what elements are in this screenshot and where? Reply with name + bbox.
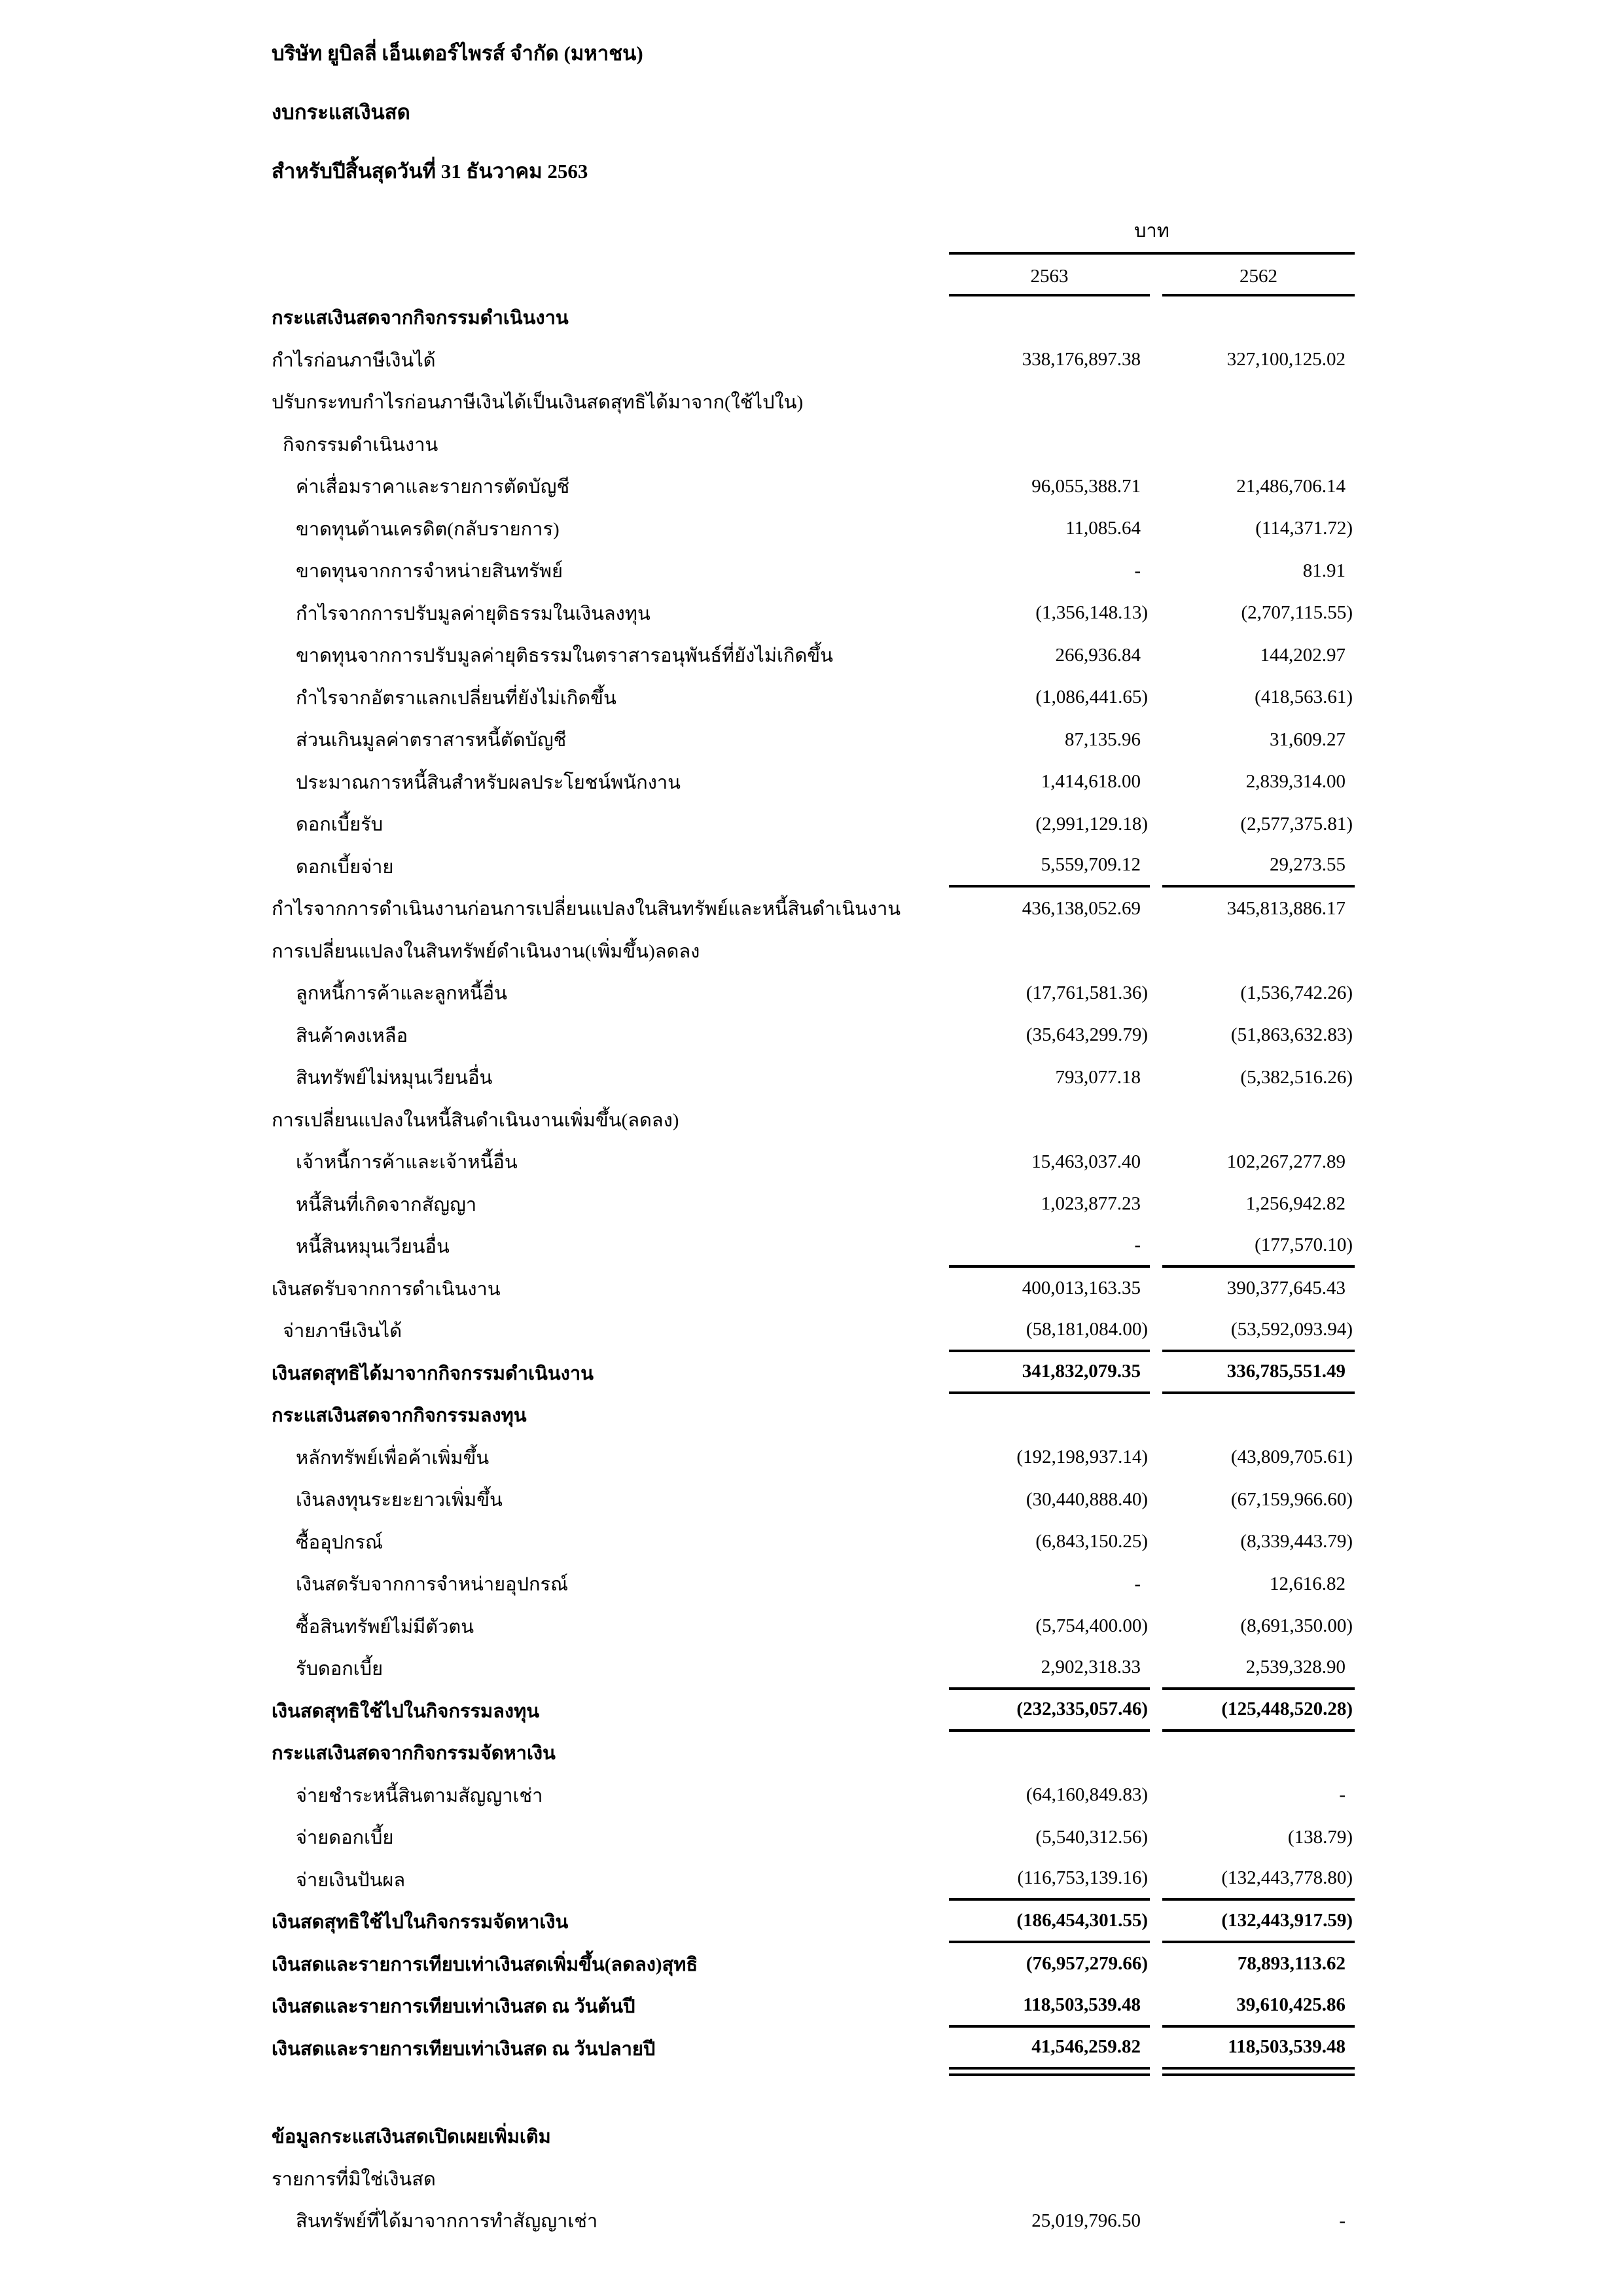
row-label: ประมาณการหนี้สินสำหรับผลประโยชน์พนักงาน xyxy=(296,772,681,793)
value-2562: (5,382,516.26) xyxy=(1240,1066,1353,1088)
value-2562: 29,273.55 xyxy=(1162,846,1355,888)
year-header-row xyxy=(272,255,1355,296)
value-2562: 144,202.97 xyxy=(1260,644,1346,666)
value-2563: (6,843,150.25) xyxy=(1035,1531,1148,1552)
value-2562: (8,339,443.79) xyxy=(1240,1531,1353,1552)
value-2563 xyxy=(949,296,1150,339)
table-row xyxy=(272,1310,1355,1352)
row-label: จ่ายชำระหนี้สินตามสัญญาเช่า xyxy=(296,1785,543,1806)
value-2562: (2,577,375.81) xyxy=(1240,813,1353,834)
value-2562 xyxy=(1162,1394,1355,1437)
table-row xyxy=(272,2115,1355,2158)
table-row xyxy=(272,1859,1355,1901)
value-2562: 336,785,551.49 xyxy=(1162,1352,1355,1395)
row-label: กำไรก่อนภาษีเงินได้ xyxy=(272,350,436,371)
value-2563: (2,991,129.18) xyxy=(1035,813,1148,834)
row-label: ลูกหนี้การค้าและลูกหนี้อื่น xyxy=(296,983,507,1005)
row-label: ส่วนเกินมูลค่าตราสารหนี้ตัดบัญชี xyxy=(296,730,567,751)
value-2562: (8,691,350.00) xyxy=(1240,1615,1353,1637)
value-2562 xyxy=(1162,2158,1355,2200)
row-label: การเปลี่ยนแปลงในหนี้สินดำเนินงานเพิ่มขึ้น(ลดลง) xyxy=(272,1109,679,1131)
value-2563: (76,957,279.66) xyxy=(1026,1953,1148,1975)
value-2562: 31,609.27 xyxy=(1270,728,1346,750)
table-row xyxy=(272,1352,1355,1395)
value-2562: (132,443,778.80) xyxy=(1162,1859,1355,1901)
row-label: ปรับกระทบกำไรก่อนภาษีเงินได้เป็นเงินสดสุทธิได้มาจาก(ใช้ไปใน) xyxy=(272,392,804,414)
table-row xyxy=(272,888,1355,930)
row-label: เงินสดและรายการเทียบเท่าเงินสด ณ วันต้นปี xyxy=(272,1996,635,2018)
value-2562: - xyxy=(1339,1784,1346,1806)
value-2563: (64,160,849.83) xyxy=(1026,1784,1148,1806)
table-row xyxy=(272,550,1355,592)
value-2563: (116,753,139.16) xyxy=(949,1859,1150,1901)
table-row xyxy=(272,1056,1355,1099)
value-2562: (43,809,705.61) xyxy=(1230,1446,1353,1468)
row-label: การเปลี่ยนแปลงในสินทรัพย์ดำเนินงาน(เพิ่มขึ้น)ลดลง xyxy=(272,941,700,962)
value-2563: 25,019,796.50 xyxy=(1031,2210,1141,2231)
row-label: เจ้าหนี้การค้าและเจ้าหนี้อื่น xyxy=(296,1152,518,1174)
value-2562: (53,592,093.94) xyxy=(1162,1310,1355,1352)
row-label: เงินสดรับจากการดำเนินงาน xyxy=(272,1278,501,1300)
row-label: หนี้สินหมุนเวียนอื่น xyxy=(296,1236,450,1258)
value-2562: (114,371.72) xyxy=(1255,518,1353,539)
table-row xyxy=(272,1816,1355,1859)
value-2563 xyxy=(949,1394,1150,1437)
table-row xyxy=(272,803,1355,846)
table-row xyxy=(272,634,1355,677)
table-row xyxy=(272,1225,1355,1268)
value-2563: (192,198,937.14) xyxy=(1016,1446,1148,1468)
value-2562 xyxy=(1162,381,1355,423)
table-row xyxy=(272,1690,1355,1732)
value-2563 xyxy=(949,930,1150,973)
value-2562: 12,616.82 xyxy=(1270,1573,1346,1594)
row-label: กิจกรรมดำเนินงาน xyxy=(283,434,438,456)
table-row xyxy=(272,846,1355,888)
table-row xyxy=(272,2158,1355,2200)
table-row xyxy=(272,1943,1355,1986)
value-2563: 400,013,163.35 xyxy=(1022,1278,1141,1299)
table-row xyxy=(272,1563,1355,1605)
value-2563: (5,754,400.00) xyxy=(1035,1615,1148,1637)
row-label: ดอกเบี้ยรับ xyxy=(296,814,383,836)
value-2562: 327,100,125.02 xyxy=(1226,349,1346,370)
value-2563: 338,176,897.38 xyxy=(1022,349,1141,370)
value-2563 xyxy=(949,2158,1150,2200)
value-2563: 5,559,709.12 xyxy=(949,846,1150,888)
row-label: หนี้สินที่เกิดจากสัญญา xyxy=(296,1194,477,1215)
value-2563 xyxy=(949,1099,1150,1141)
row-label: ขาดทุนจากการปรับมูลค่ายุติธรรมในตราสารอนุพันธ์ที่ยังไม่เกิดขึ้น xyxy=(296,645,833,667)
value-2563: (58,181,084.00) xyxy=(949,1310,1150,1352)
row-label: จ่ายดอกเบี้ย xyxy=(296,1827,394,1849)
value-2563 xyxy=(949,1732,1150,1774)
value-2563: 96,055,388.71 xyxy=(1031,475,1141,497)
row-label: สินทรัพย์ไม่หมุนเวียนอื่น xyxy=(296,1067,493,1089)
value-2563: 118,503,539.48 xyxy=(949,1985,1150,2028)
value-2563: (232,335,057.46) xyxy=(949,1690,1150,1732)
value-2562: 39,610,425.86 xyxy=(1162,1985,1355,2028)
row-label: สินทรัพย์ที่ได้มาจากการทำสัญญาเช่า xyxy=(296,2211,598,2233)
value-2562: 2,539,328.90 xyxy=(1162,1647,1355,1690)
value-2563: - xyxy=(1134,560,1141,581)
value-2562: 1,256,942.82 xyxy=(1245,1193,1346,1215)
value-2563: (35,643,299.79) xyxy=(1026,1024,1148,1046)
row-label: จ่ายภาษีเงินได้ xyxy=(283,1321,402,1342)
value-2563 xyxy=(949,2115,1150,2158)
value-2562: - xyxy=(1339,2210,1346,2231)
table-row xyxy=(272,761,1355,804)
table-row xyxy=(272,296,1355,339)
table-row xyxy=(272,1099,1355,1141)
row-label: เงินสดและรายการเทียบเท่าเงินสด ณ วันปลายปี xyxy=(272,2038,656,2060)
statement-title: งบกระแสเงินสด xyxy=(272,101,410,124)
row-label: สินค้าคงเหลือ xyxy=(296,1025,408,1047)
value-2563 xyxy=(949,423,1150,466)
value-2562 xyxy=(1162,2115,1355,2158)
table-row xyxy=(272,1183,1355,1226)
value-2562: (67,159,966.60) xyxy=(1230,1488,1353,1510)
value-2563: 87,135.96 xyxy=(1065,728,1141,750)
currency-header-row xyxy=(272,214,1355,255)
period-title: สำหรับปีสิ้นสุดวันที่ 31 ธันวาคม 2563 xyxy=(272,160,588,183)
table-row xyxy=(272,1394,1355,1437)
table-row xyxy=(272,1521,1355,1564)
table-row xyxy=(272,719,1355,761)
row-label: กำไรจากอัตราแลกเปลี่ยนที่ยังไม่เกิดขึ้น xyxy=(296,687,616,709)
table-row xyxy=(272,1014,1355,1057)
value-2563: 2,902,318.33 xyxy=(949,1647,1150,1690)
row-label: เงินสดและรายการเทียบเท่าเงินสดเพิ่มขึ้น(ลดลง)สุทธิ xyxy=(272,1954,698,1975)
table-row xyxy=(272,1647,1355,1690)
value-2562 xyxy=(1162,423,1355,466)
value-2562: (125,448,520.28) xyxy=(1162,1690,1355,1732)
value-2563: 1,414,618.00 xyxy=(1041,771,1141,793)
row-label: เงินลงทุนระยะยาวเพิ่มขึ้น xyxy=(296,1490,503,1511)
table-row xyxy=(272,677,1355,719)
value-2562 xyxy=(1162,296,1355,339)
company-name: บริษัท ยูบิลลี่ เอ็นเตอร์ไพรส์ จำกัด (มหาชน) xyxy=(272,42,643,65)
year-column-2563: 2563 xyxy=(949,266,1150,296)
row-label: รายการที่มิใช่เงินสด xyxy=(272,2168,436,2190)
value-2562 xyxy=(1162,1099,1355,1141)
value-2563: 1,023,877.23 xyxy=(1041,1193,1141,1215)
value-2563 xyxy=(949,381,1150,423)
currency-unit-header: บาท xyxy=(949,215,1355,255)
row-label: หลักทรัพย์เพื่อค้าเพิ่มขึ้น xyxy=(296,1447,490,1469)
table-row xyxy=(272,381,1355,423)
table-row xyxy=(272,508,1355,550)
table-row xyxy=(272,2200,1355,2242)
row-label: กระแสเงินสดจากกิจกรรมลงทุน xyxy=(272,1405,527,1427)
row-label: เงินสดสุทธิใช้ไปในกิจกรรมจัดหาเงิน xyxy=(272,1912,569,1933)
row-label: กระแสเงินสดจากกิจกรรมจัดหาเงิน xyxy=(272,1743,556,1765)
value-2563: 41,546,259.82 xyxy=(949,2028,1150,2070)
value-2562: 78,893,113.62 xyxy=(1237,1953,1346,1975)
cashflow-table xyxy=(272,296,1355,2242)
table-row xyxy=(272,1479,1355,1521)
row-label: ขาดทุนด้านเครดิต(กลับรายการ) xyxy=(296,518,560,540)
value-2562: 81.91 xyxy=(1302,560,1346,581)
row-label: ขาดทุนจากการจำหน่ายสินทรัพย์ xyxy=(296,561,563,583)
row-label: จ่ายเงินปันผล xyxy=(296,1869,406,1891)
row-label: ค่าเสื่อมราคาและรายการตัดบัญชี xyxy=(296,476,570,498)
value-2563: 266,936.84 xyxy=(1055,644,1141,666)
row-label: ซื้อสินทรัพย์ไม่มีตัวตน xyxy=(296,1616,474,1638)
row-label: เงินสดสุทธิได้มาจากกิจกรรมดำเนินงาน xyxy=(272,1363,594,1384)
value-2563: 341,832,079.35 xyxy=(949,1352,1150,1395)
value-2562: 2,839,314.00 xyxy=(1245,771,1346,793)
value-2562: (132,443,917.59) xyxy=(1162,1901,1355,1943)
row-label: เงินสดรับจากการจำหน่ายอุปกรณ์ xyxy=(296,1574,569,1596)
value-2563: (30,440,888.40) xyxy=(1026,1488,1148,1510)
statement-header xyxy=(272,0,1355,201)
table-row xyxy=(272,1732,1355,1774)
value-2563: 436,138,052.69 xyxy=(1022,897,1141,919)
row-label: กระแสเงินสดจากกิจกรรมดำเนินงาน xyxy=(272,308,569,329)
table-row xyxy=(272,972,1355,1014)
value-2563: (1,086,441.65) xyxy=(1035,687,1148,708)
row-label: ดอกเบี้ยจ่าย xyxy=(296,856,394,878)
value-2562: 21,486,706.14 xyxy=(1236,475,1346,497)
statement-sheet xyxy=(272,0,1355,2242)
value-2562: (418,563.61) xyxy=(1255,687,1353,708)
value-2563: - xyxy=(1134,1573,1141,1594)
table-row xyxy=(272,1437,1355,1479)
table-row xyxy=(272,339,1355,382)
value-2563: (1,356,148.13) xyxy=(1035,602,1148,624)
value-2563: 15,463,037.40 xyxy=(1031,1151,1141,1172)
table-row xyxy=(272,930,1355,973)
value-2563: 793,077.18 xyxy=(1055,1066,1141,1088)
value-2563: - xyxy=(949,1225,1150,1268)
value-2562: 345,813,886.17 xyxy=(1226,897,1346,919)
value-2562: 102,267,277.89 xyxy=(1226,1151,1346,1172)
table-row xyxy=(272,423,1355,466)
table-row xyxy=(272,1141,1355,1183)
table-row xyxy=(272,1268,1355,1310)
value-2562: (1,536,742.26) xyxy=(1240,982,1353,1003)
row-label: ซื้ออุปกรณ์ xyxy=(296,1532,383,1553)
value-2562 xyxy=(1162,930,1355,973)
value-2563: 11,085.64 xyxy=(1065,518,1141,539)
value-2562: 118,503,539.48 xyxy=(1162,2028,1355,2070)
table-row xyxy=(272,1985,1355,2028)
value-2562: (138.79) xyxy=(1287,1826,1353,1848)
row-label: ข้อมูลกระแสเงินสดเปิดเผยเพิ่มเติม xyxy=(272,2126,551,2148)
value-2563: (186,454,301.55) xyxy=(949,1901,1150,1943)
table-row xyxy=(272,1605,1355,1648)
value-2562: (177,570.10) xyxy=(1162,1225,1355,1268)
value-2562: 390,377,645.43 xyxy=(1226,1278,1346,1299)
value-2563: (17,761,581.36) xyxy=(1026,982,1148,1003)
value-2562: (2,707,115.55) xyxy=(1241,602,1353,624)
row-label: กำไรจากการปรับมูลค่ายุติธรรมในเงินลงทุน xyxy=(296,603,651,624)
table-row xyxy=(272,1774,1355,1817)
table-row xyxy=(272,465,1355,508)
value-2562 xyxy=(1162,1732,1355,1774)
row-label: เงินสดสุทธิใช้ไปในกิจกรรมลงทุน xyxy=(272,1700,540,1722)
table-row xyxy=(272,1901,1355,1943)
value-2563: (5,540,312.56) xyxy=(1035,1826,1148,1848)
year-column-2562: 2562 xyxy=(1162,266,1355,296)
row-label: กำไรจากการดำเนินงานก่อนการเปลี่ยนแปลงในสินทรัพย์และหนี้สินดำเนินงาน xyxy=(272,899,901,920)
table-row xyxy=(272,2028,1355,2070)
value-2562: (51,863,632.83) xyxy=(1230,1024,1353,1046)
row-label: รับดอกเบี้ย xyxy=(296,1659,383,1680)
table-row xyxy=(272,592,1355,635)
